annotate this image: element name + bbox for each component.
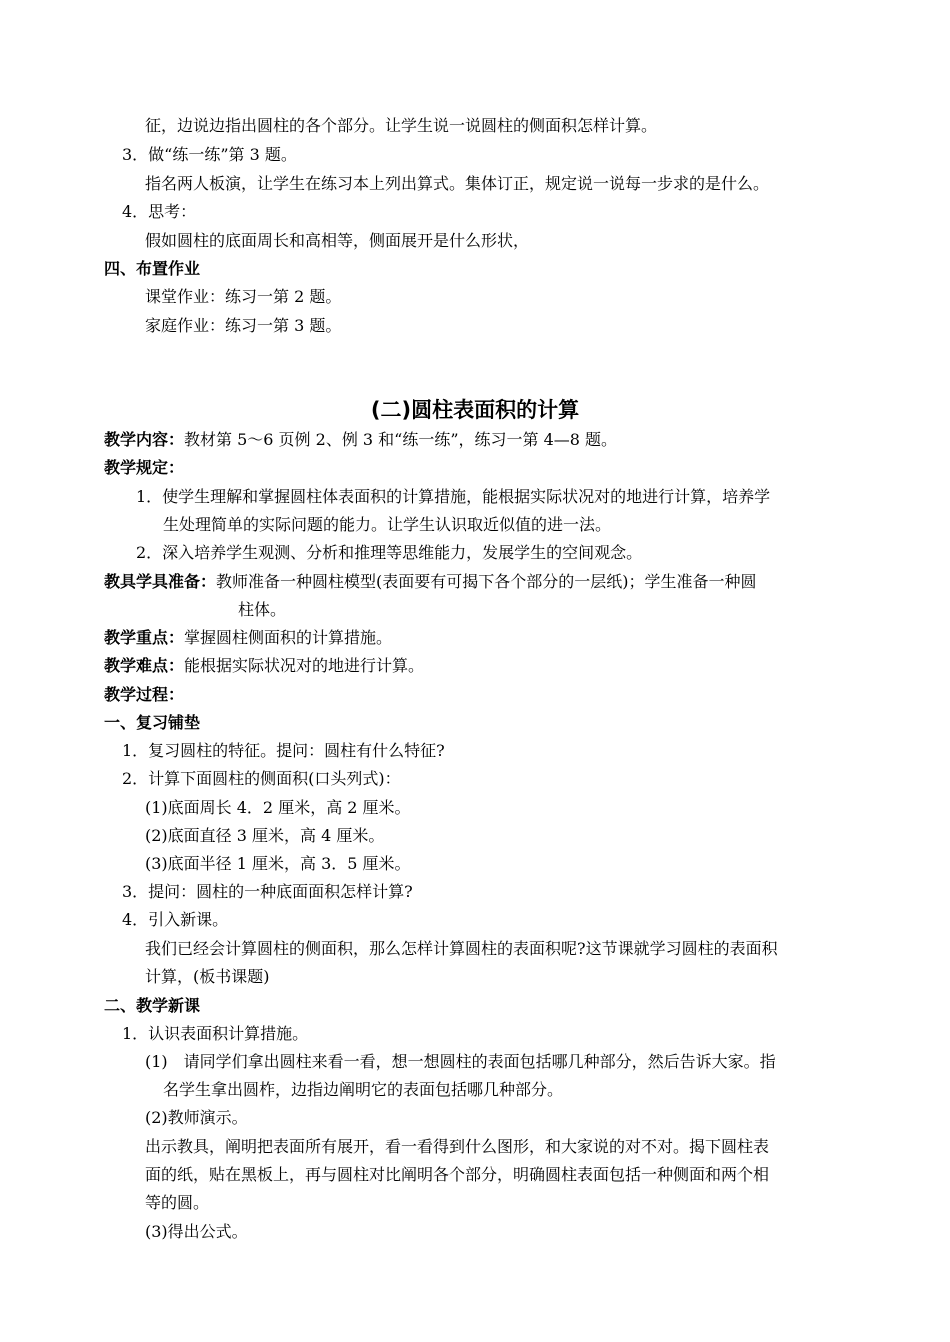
list-item: 3．提问：圆柱的一种底面面积怎样计算? <box>122 882 413 901</box>
list-item: 1．使学生理解和掌握圆柱体表面积的计算措施，能根据实际状况对的地进行计算，培养学 <box>136 487 771 506</box>
para-line: 出示教具，阐明把表面所有展开，看一看得到什么图形，和大家说的对不对。揭下圆柱表 <box>145 1137 770 1156</box>
label: 教学规定： <box>104 458 185 477</box>
list-item-cont: 生处理简单的实际问题的能力。让学生认识取近似值的进一法。 <box>163 515 612 534</box>
label: 教学难点： <box>104 656 185 675</box>
page-title: (二)圆柱表面积的计算 <box>370 398 580 422</box>
section-heading: 二、教学新课 <box>104 996 201 1015</box>
label: 教具学具准备： <box>104 572 217 591</box>
list-item: (1)底面周长 4．2 厘米，高 2 厘米。 <box>145 798 411 817</box>
para-line: 面的纸，贴在黑板上，再与圆柱对比阐明各个部分，明确圆柱表面包括一种侧面和两个相 <box>145 1165 770 1184</box>
section-heading: 一、复习铺垫 <box>104 713 201 732</box>
value: 能根据实际状况对的地进行计算。 <box>184 656 425 675</box>
list-item: 4．思考： <box>122 202 197 221</box>
tools-line <box>104 571 757 593</box>
list-item: 1．认识表面积计算措施。 <box>122 1024 309 1043</box>
key-line <box>104 627 392 649</box>
list-item: (3)底面半径 1 厘米，高 3．5 厘米。 <box>145 854 411 873</box>
para-line: 柱体。 <box>238 600 287 619</box>
para-line: 假如圆柱的底面周长和高相等，侧面展开是什么形状， <box>145 231 530 250</box>
list-item: 2．深入培养学生观测、分析和推理等思维能力，发展学生的空间观念。 <box>136 543 643 562</box>
value: 教材第 5～6 页例 2、例 3 和“练一练”，练习一第 4—8 题。 <box>184 430 618 449</box>
label: 教学过程： <box>104 685 185 704</box>
list-item: 4．引入新课。 <box>122 910 229 929</box>
para-line: 我们已经会计算圆柱的侧面积，那么怎样计算圆柱的表面积呢?这节课就学习圆柱的表面积 <box>145 939 778 958</box>
para-line: 等的圆。 <box>145 1193 210 1212</box>
para-line: 计算，(板书课题) <box>145 967 270 986</box>
value: 掌握圆柱侧面积的计算措施。 <box>184 628 393 647</box>
list-item: (1) 请同学们拿出圆柱来看一看，想一想圆柱的表面包括哪几种部分，然后告诉大家。指 <box>145 1052 776 1071</box>
list-item: 1．复习圆柱的特征。提问：圆柱有什么特征? <box>122 741 445 760</box>
para-line: 征，边说边指出圆柱的各个部分。让学生说一说圆柱的侧面积怎样计算。 <box>145 116 658 135</box>
para-line: 指名两人板演，让学生在练习本上列出算式。集体订正，规定说一说每一步求的是什么。 <box>145 174 770 193</box>
section-heading: 四、布置作业 <box>104 259 201 278</box>
list-item: (3)得出公式。 <box>145 1222 248 1241</box>
para-line: 课堂作业：练习一第 2 题。 <box>145 287 342 306</box>
diff-line <box>104 655 424 677</box>
list-item: (2)教师演示。 <box>145 1108 248 1127</box>
label: 教学内容： <box>104 430 185 449</box>
para-line: 家庭作业：练习一第 3 题。 <box>145 316 342 335</box>
list-item: (2)底面直径 3 厘米，高 4 厘米。 <box>145 826 385 845</box>
list-item: 3．做“练一练”第 3 题。 <box>122 145 297 164</box>
list-item: 2．计算下面圆柱的侧面积(口头列式)： <box>122 769 401 788</box>
label: 教学重点： <box>104 628 185 647</box>
value: 教师准备一种圆柱模型(表面要有可揭下各个部分的一层纸)；学生准备一种圆 <box>216 572 757 591</box>
content-line <box>104 429 617 451</box>
list-item-cont: 名学生拿出圆柞，边指边阐明它的表面包括哪几种部分。 <box>163 1080 564 1099</box>
